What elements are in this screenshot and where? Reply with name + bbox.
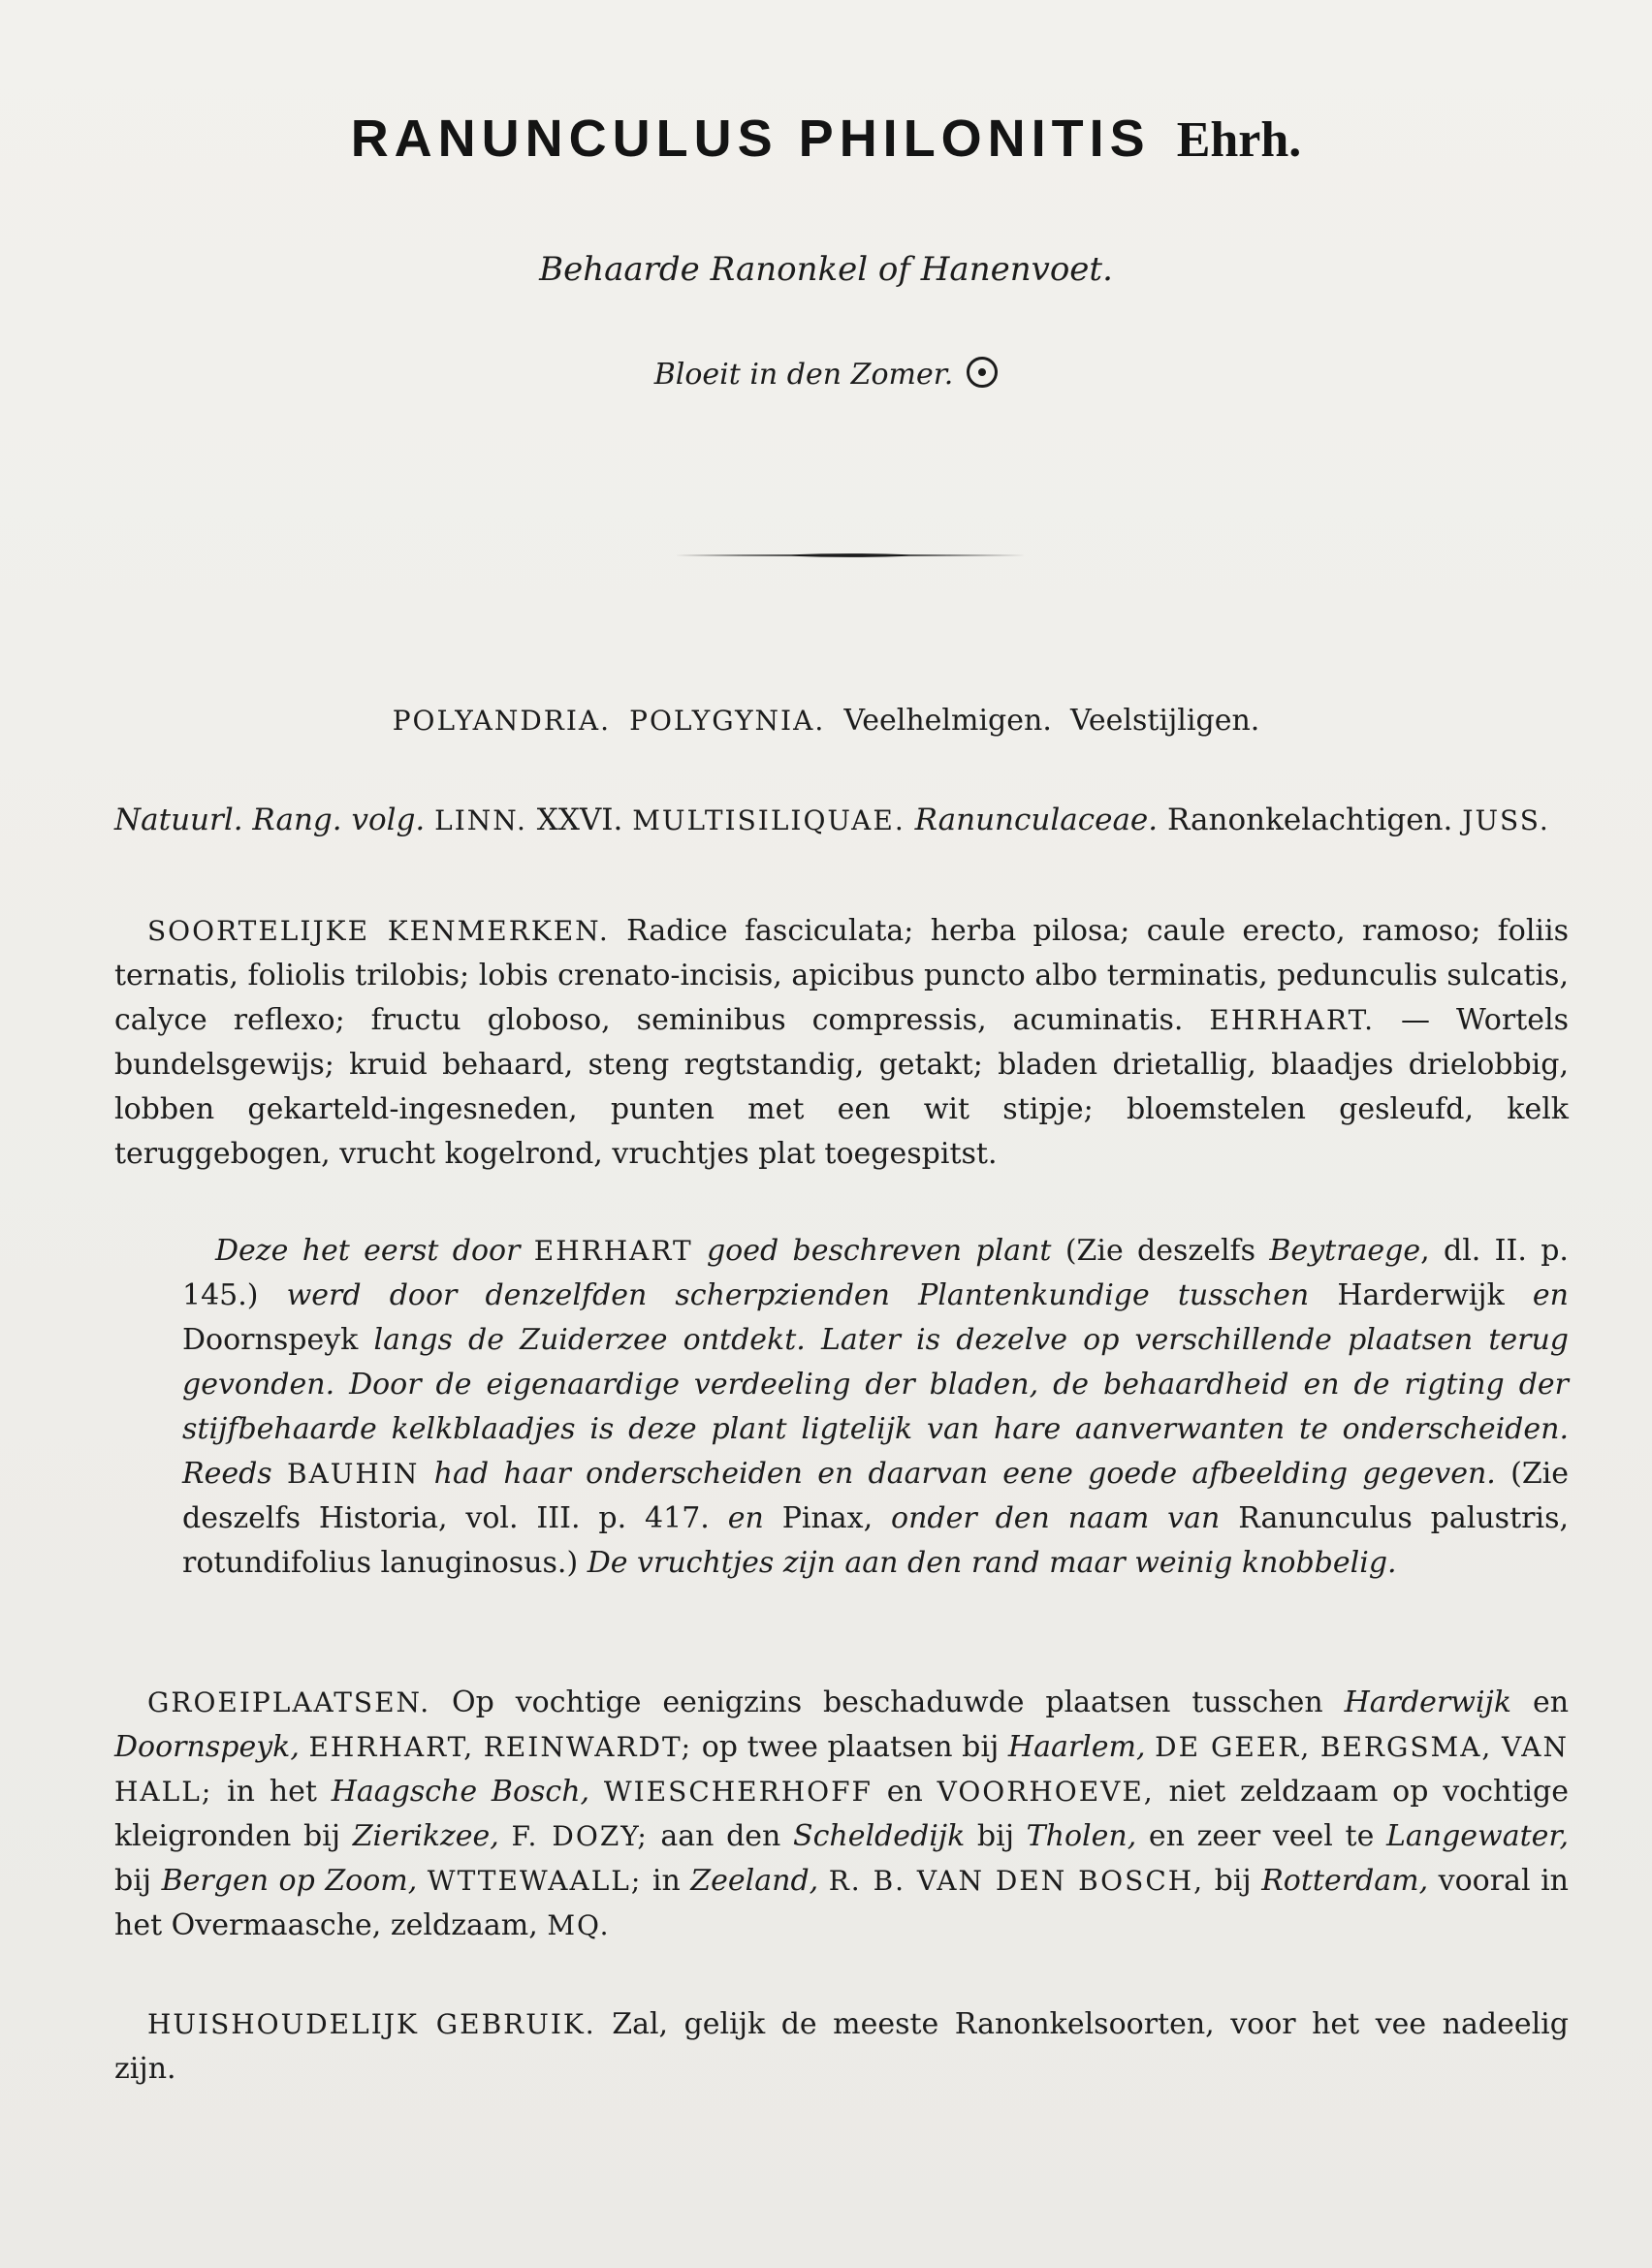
natural-rank-number: XXVI.	[536, 803, 623, 837]
collector-reinwardt: REINWARDT;	[483, 1731, 693, 1763]
note-text: goed beschreven plant	[706, 1234, 1052, 1268]
locality-text: en	[886, 1775, 923, 1809]
soortelijke-kenmerken-section	[114, 909, 1569, 1177]
species-name: RANUNCULUS PHILONITIS	[350, 110, 1151, 168]
locality-text: bij	[1214, 1864, 1252, 1898]
page-title	[0, 109, 1652, 169]
bloom-line	[0, 357, 1652, 392]
locality-text: bij	[114, 1864, 152, 1898]
annual-symbol-icon	[967, 357, 998, 388]
collector-wiescherhoff: WIESCHERHOFF	[603, 1776, 873, 1808]
note-text: en	[1532, 1278, 1569, 1312]
class-veelhelmigen: Veelhelmigen.	[843, 704, 1052, 738]
locality-harderwijk: Harderwijk	[1344, 1685, 1512, 1719]
natural-rank-family: Ranunculaceae.	[914, 803, 1159, 837]
collector-wttewaall: WTTEWAALL;	[427, 1865, 643, 1897]
class-veelstijligen: Veelstijligen.	[1069, 704, 1260, 738]
note-text: De vruchtjes zijn aan den rand maar weinig knobbelig.	[587, 1546, 1397, 1580]
locality-haarlem: Haarlem,	[1007, 1730, 1146, 1764]
note-text: onder den naam van	[891, 1501, 1221, 1535]
locality-zierikzee: Zierikzee,	[352, 1819, 499, 1853]
note-text: werd door denzelfden scherpzienden Plantenkundige tusschen	[286, 1278, 1310, 1312]
collector-bergsma: BERGSMA,	[1319, 1731, 1493, 1763]
natural-rank-line	[114, 803, 1569, 837]
section-heading: SOORTELIJKE KENMERKEN.	[147, 915, 610, 947]
collector-voorhoeve: VOORHOEVE,	[937, 1776, 1155, 1808]
bloom-text: Bloeit in den Zomer.	[653, 358, 954, 392]
common-name: Behaarde Ranonkel of Hanenvoet.	[539, 250, 1113, 289]
locality-text: en zeer veel te	[1148, 1819, 1375, 1853]
section-heading: GROEIPLAATSEN.	[147, 1686, 431, 1718]
dutch-description: — Wortels bundelsgewijs; kruid behaard, steng regtstandig, getakt; bladen drietallig, blaadjes drielobbig, lobben gekarteld-ingesneden, punten met een wit stipje; bloemstelen gesleufd, kelk teruggebogen, vrucht kogelrond, vruchtjes plat toegespitst.	[114, 1003, 1570, 1171]
collector-mq: MQ.	[547, 1909, 611, 1941]
note-text: Deze het eerst door	[215, 1234, 521, 1268]
locality-bergen-op-zoom: Bergen op Zoom,	[161, 1864, 418, 1898]
locality-text: bij	[976, 1819, 1015, 1853]
classification-line	[0, 704, 1652, 738]
discovery-note	[182, 1229, 1569, 1586]
locality-haagsche-bosch: Haagsche Bosch,	[331, 1775, 590, 1809]
collector-dozy: F. DOZY;	[511, 1820, 649, 1852]
latin-description: Radice fasciculata; herba pilosa; caule erecto, ramoso; foliis ternatis, foliolis trilobis; lobis crenato-incisis, apicibus puncto albo terminatis, pedunculis sulcatis, calyce reflexo; fructu globoso, seminibus compressis, acuminatis.	[114, 914, 1570, 1037]
locality-text: Op vochtige eenigzins beschaduwde plaatsen tusschen	[452, 1685, 1323, 1719]
note-harderwijk: Harderwijk	[1337, 1278, 1505, 1312]
locality-text: in	[651, 1864, 681, 1898]
note-text: langs de Zuiderzee ontdekt. Later is dezelve op verschillende plaatsen terug gevonden. Door de eigenaardige verdeeling der bladen, de behaardheid en de rigting der stijfbehaarde kelkblaadjes is deze plant ligtelijk van hare aanverwanten te onderscheiden. Reeds	[182, 1323, 1569, 1491]
note-pinax: Pinax,	[781, 1501, 874, 1535]
locality-tholen: Tholen,	[1026, 1819, 1137, 1853]
locality-text: in het	[227, 1775, 317, 1809]
locality-text: en	[1532, 1685, 1570, 1719]
note-historia: Historia, vol. III. p. 417.	[318, 1501, 710, 1535]
section-heading: HUISHOUDELIJK GEBRUIK.	[147, 2008, 596, 2040]
note-text: (Zie deszelfs	[182, 1457, 1570, 1535]
locality-text: op twee plaatsen bij	[701, 1730, 1000, 1764]
collector-van-den-bosch: R. B. VAN DEN BOSCH,	[828, 1865, 1205, 1897]
class-polygynia: POLYGYNIA.	[629, 705, 826, 737]
usage-text: Zal, gelijk de meeste Ranonkelsoorten, voor het vee nadeelig zijn.	[114, 2007, 1569, 2086]
natural-rank-multisiliquae: MULTISILIQUAE.	[632, 804, 905, 836]
collector-ehrhart: EHRHART,	[308, 1731, 475, 1763]
locality-doornspeyk: Doornspeyk,	[114, 1730, 300, 1764]
note-text: , dl. II. p. 145.)	[182, 1234, 1569, 1312]
locality-scheldedijk: Scheldedijk	[793, 1819, 966, 1853]
class-polyandria: POLYANDRIA.	[392, 705, 612, 737]
note-bauhin: BAUHIN	[287, 1458, 420, 1490]
huishoudelijk-gebruik-section	[114, 2002, 1569, 2092]
natural-rank-linn: LINN.	[434, 804, 527, 836]
note-beytraege: Beytraege	[1269, 1234, 1421, 1268]
natural-rank-lead: Natuurl. Rang. volg.	[114, 803, 426, 837]
note-text: had haar onderscheiden en daarvan eene goede afbeelding gegeven.	[433, 1457, 1496, 1491]
note-doornspeyk: Doornspeyk	[182, 1323, 359, 1357]
species-author: Ehrh.	[1176, 112, 1302, 168]
natural-rank-dutch: Ranonkelachtigen.	[1167, 803, 1453, 837]
locality-langewater: Langewater,	[1385, 1819, 1569, 1853]
note-ranunculus: Ranunculus palustris, rotundifolius lanuginosus.)	[182, 1501, 1570, 1580]
note-ehrhart: EHRHART	[533, 1235, 693, 1267]
locality-text: aan den	[660, 1819, 781, 1853]
locality-text: vooral in het Overmaasche, zeldzaam,	[114, 1864, 1569, 1942]
ornamental-rule	[675, 552, 1026, 558]
locality-rotterdam: Rotterdam,	[1261, 1864, 1429, 1898]
collector-van-hall: VAN HALL;	[114, 1731, 1569, 1808]
author-ehrhart: EHRHART.	[1209, 1004, 1376, 1036]
locality-text: niet zeldzaam op vochtige kleigronden bij	[114, 1775, 1569, 1853]
natural-rank-juss: JUSS.	[1462, 804, 1550, 836]
locality-zeeland: Zeeland,	[690, 1864, 819, 1898]
groeiplaatsen-section	[114, 1681, 1569, 1948]
note-text: (Zie deszelfs	[1064, 1234, 1256, 1268]
collector-de-geer: DE GEER,	[1155, 1731, 1312, 1763]
note-text: en	[727, 1501, 764, 1535]
